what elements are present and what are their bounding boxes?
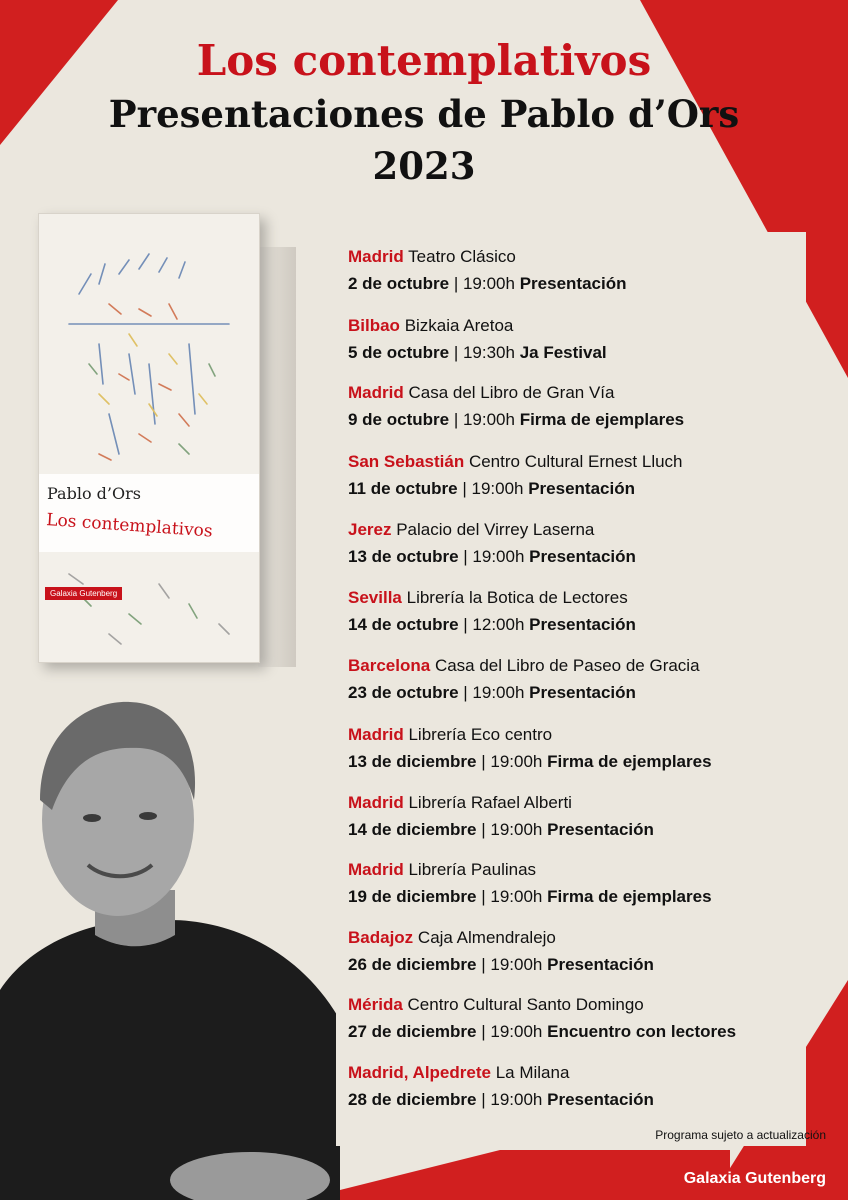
- page-title: Los contemplativos: [196, 36, 652, 85]
- event-city: Madrid: [348, 860, 404, 879]
- event-type: Presentación: [529, 547, 636, 566]
- event-time: 19:00h: [462, 410, 515, 429]
- event-time: 19:00h: [471, 479, 524, 498]
- page-year: 2023: [372, 144, 476, 188]
- event-city: San Sebastián: [348, 452, 465, 471]
- event-type: Presentación: [528, 479, 635, 498]
- event-date: 28 de diciembre: [348, 1090, 477, 1109]
- event-date: 19 de diciembre: [348, 887, 477, 906]
- event-venue: Librería Rafael Alberti: [408, 793, 572, 812]
- event-venue: Casa del Libro de Paseo de Gracia: [434, 656, 700, 675]
- event-date: 14 de octubre: [348, 615, 459, 634]
- book-cover: [38, 207, 298, 669]
- event-time: 19:00h: [490, 955, 543, 974]
- event-type: Firma de ejemplares: [547, 752, 712, 771]
- event-city: Madrid, Alpedrete: [348, 1063, 491, 1082]
- event-item: Madrid Librería Rafael Alberti 14 de diciembre | 19:00h Presentación: [348, 793, 654, 839]
- event-item: San Sebastián Centro Cultural Ernest Lluch 11 de octubre | 19:00h Presentación: [348, 452, 683, 498]
- event-date: 14 de diciembre: [348, 820, 477, 839]
- event-date: 23 de octubre: [348, 683, 459, 702]
- event-time: 19:00h: [490, 752, 543, 771]
- event-city: Sevilla: [348, 588, 402, 607]
- event-venue: Caja Almendralejo: [417, 928, 556, 947]
- event-item: Madrid Casa del Libro de Gran Vía 9 de octubre | 19:00h Firma de ejemplares: [348, 383, 685, 429]
- event-item: Madrid Librería Paulinas 19 de diciembre | 19:00h Firma de ejemplares: [348, 860, 712, 906]
- event-item: Badajoz Caja Almendralejo 26 de diciembre | 19:00h Presentación: [348, 928, 654, 974]
- event-date: 26 de diciembre: [348, 955, 477, 974]
- event-date: 2 de octubre: [348, 274, 450, 293]
- event-type: Presentación: [547, 820, 654, 839]
- book-spine: [258, 247, 296, 667]
- event-city: Bilbao: [348, 316, 400, 335]
- event-time: 19:00h: [490, 1090, 543, 1109]
- event-item: Jerez Palacio del Virrey Laserna 13 de octubre | 19:00h Presentación: [348, 520, 636, 566]
- event-item: Madrid, Alpedrete La Milana 28 de diciembre | 19:00h Presentación: [348, 1063, 654, 1109]
- event-type: Presentación: [519, 274, 627, 293]
- event-city: Madrid: [348, 247, 404, 266]
- event-venue: Teatro Clásico: [408, 247, 516, 266]
- book-publisher-label: Galaxia Gutenberg: [45, 587, 122, 600]
- event-type: Firma de ejemplares: [519, 410, 685, 429]
- event-type: Presentación: [529, 615, 636, 634]
- schedule-note: Programa sujeto a actualización: [655, 1128, 826, 1142]
- book-author: Pablo d’Ors: [47, 484, 141, 503]
- event-date: 13 de diciembre: [348, 752, 477, 771]
- event-time: 12:00h: [472, 615, 525, 634]
- event-type: Ja Festival: [519, 343, 607, 362]
- event-venue: Palacio del Virrey Laserna: [396, 520, 595, 539]
- event-venue: Librería Eco centro: [408, 725, 553, 744]
- page-subtitle: Presentaciones de Pablo d’Ors: [108, 92, 740, 136]
- header: [0, 34, 848, 192]
- book-title: Los contemplativos: [45, 510, 214, 542]
- event-date: 5 de octubre: [348, 343, 450, 362]
- event-venue: Centro Cultural Santo Domingo: [407, 995, 644, 1014]
- event-time: 19:00h: [472, 547, 525, 566]
- event-venue: Librería la Botica de Lectores: [406, 588, 628, 607]
- event-city: Mérida: [348, 995, 403, 1014]
- event-type: Presentación: [547, 955, 654, 974]
- publisher-logo-text: Galaxia Gutenberg: [683, 1170, 826, 1187]
- event-city: Barcelona: [348, 656, 431, 675]
- event-type: Encuentro con lectores: [547, 1022, 737, 1041]
- book-front: [38, 213, 260, 663]
- event-date: 27 de diciembre: [348, 1022, 477, 1041]
- event-time: 19:00h: [490, 820, 543, 839]
- event-type: Presentación: [529, 683, 636, 702]
- event-city: Madrid: [348, 725, 404, 744]
- event-time: 19:30h: [462, 343, 515, 362]
- event-city: Jerez: [348, 520, 392, 539]
- event-city: Madrid: [348, 793, 404, 812]
- event-venue: Bizkaia Aretoa: [404, 316, 514, 335]
- event-item: Mérida Centro Cultural Santo Domingo 27 de diciembre | 19:00h Encuentro con lectores: [348, 995, 737, 1041]
- schedule-panel: [336, 232, 806, 1146]
- event-item: Madrid Teatro Clásico 2 de octubre | 19:00h Presentación: [348, 247, 627, 293]
- event-time: 19:00h: [490, 887, 543, 906]
- event-item: Madrid Librería Eco centro 13 de diciembre | 19:00h Firma de ejemplares: [348, 725, 712, 771]
- event-time: 19:00h: [472, 683, 525, 702]
- author-portrait: [0, 690, 340, 1200]
- event-time: 19:00h: [490, 1022, 543, 1041]
- event-venue: Centro Cultural Ernest Lluch: [468, 452, 683, 471]
- event-city: Madrid: [348, 383, 404, 402]
- event-venue: Librería Paulinas: [408, 860, 537, 879]
- event-date: 9 de octubre: [348, 410, 450, 429]
- event-venue: Casa del Libro de Gran Vía: [408, 383, 615, 402]
- event-venue: La Milana: [495, 1063, 570, 1082]
- event-item: Barcelona Casa del Libro de Paseo de Gracia 23 de octubre | 19:00h Presentación: [348, 656, 700, 702]
- event-item: Sevilla Librería la Botica de Lectores 14 de octubre | 12:00h Presentación: [348, 588, 636, 634]
- event-date: 13 de octubre: [348, 547, 459, 566]
- event-time: 19:00h: [462, 274, 515, 293]
- event-date: 11 de octubre: [348, 479, 458, 498]
- event-type: Presentación: [547, 1090, 654, 1109]
- event-city: Badajoz: [348, 928, 414, 947]
- event-item: Bilbao Bizkaia Aretoa 5 de octubre | 19:30h Ja Festival: [348, 316, 607, 362]
- event-type: Firma de ejemplares: [547, 887, 712, 906]
